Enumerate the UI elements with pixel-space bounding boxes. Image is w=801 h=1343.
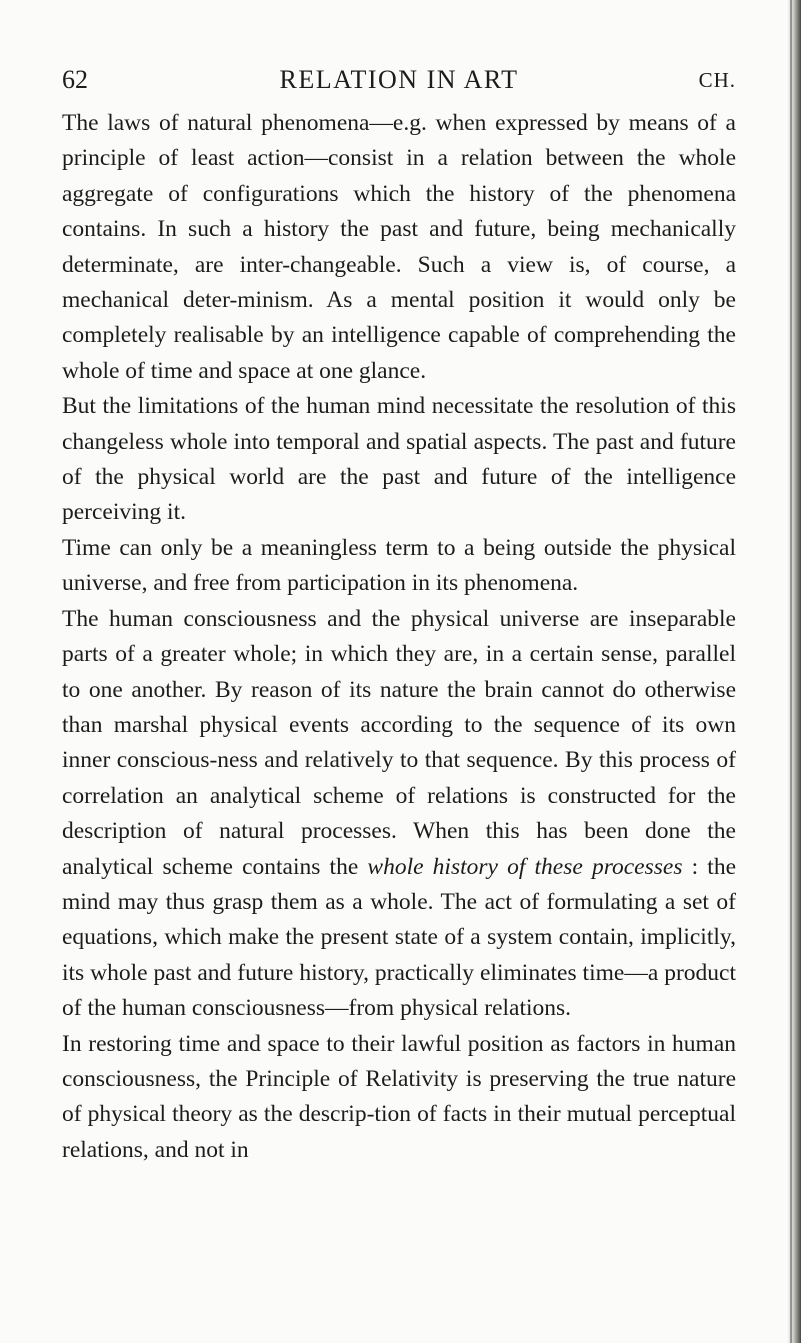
running-title: RELATION IN ART xyxy=(279,65,519,94)
body-text xyxy=(62,106,736,1168)
paragraph xyxy=(62,602,736,1027)
paragraph: But the limitations of the human mind necessitate the resolution of this changeless whole into temporal and spatial aspects. The past and future of the physical world are the past and future of the intelligence perceiving it. xyxy=(62,393,736,526)
paragraph: In restoring time and space to their lawful position as factors in human consciousness, the Principle of Relativity is preserving the true nature of physical theory as the descrip-tion of facts in their mutual perceptual relations, and not in xyxy=(62,1030,736,1163)
page-number: 62 xyxy=(62,65,88,94)
paragraph-text: The human consciousness and the physical universe are inseparable parts of a greater whole; in which they are, in a certain sense, parallel to one another. By reason of its nature the brain cannot do otherwise than marshal physical events according to the sequence of its own inner conscious-ness and relatively to that sequence. By this process of correlation an analytical scheme of relations is constructed for the description of natural processes. When this has been done the analytical scheme contains the xyxy=(62,605,736,880)
paragraph: The laws of natural phenomena—e.g. when expressed by means of a principle of least action—consist in a relation between the whole aggregate of configurations which the history of the phenomena contains. In such a history the past and future, being mechanically determinate, are inter-changeable. Such a view is, of course, a mechanical deter-minism. As a mental position it would only be completely realisable by an intelligence capable of comprehending the whole of time and space at one glance. xyxy=(62,110,736,384)
page-edge-line xyxy=(790,0,792,1343)
chapter-mark: CH. xyxy=(698,68,736,92)
page-header xyxy=(62,62,736,98)
paragraph-text: : the mind may thus grasp them as a whole. The act of formulating a set of equations, which make the present state of a system contain, implicitly, its whole past and future history, practically eliminates time—a product of the human consciousness—from physical relations. xyxy=(62,853,736,1022)
paragraph: Time can only be a meaningless term to a being outside the physical universe, and free from participation in its phenomena. xyxy=(62,534,736,597)
italic-phrase: whole history of these processes xyxy=(367,853,683,880)
